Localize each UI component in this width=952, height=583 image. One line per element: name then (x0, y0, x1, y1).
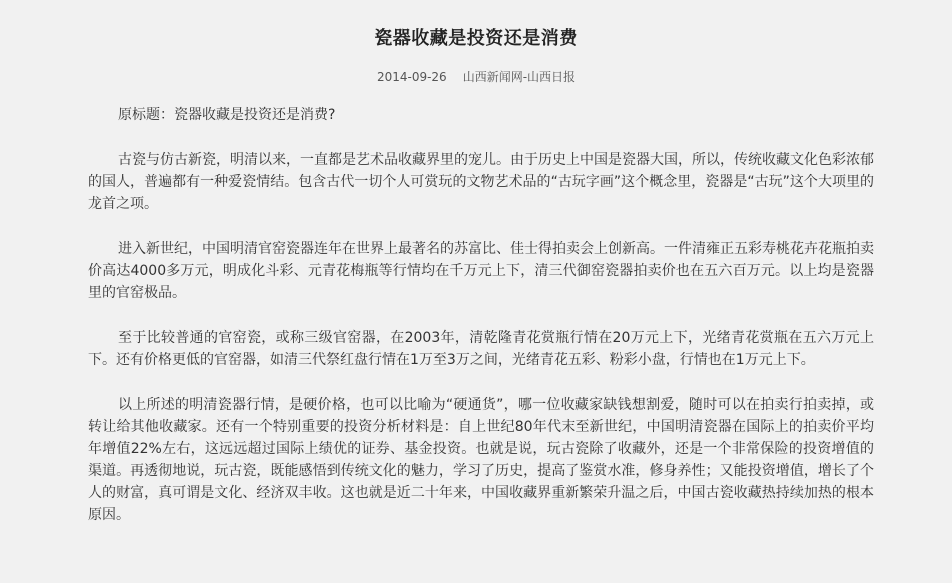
paragraph: 进入新世纪，中国明清官窑瓷器连年在世界上最著名的苏富比、佳士得拍卖会上创新高。一件清雍正五彩寿桃花卉花瓶拍卖价高达4000多万元，明成化斗彩、元青花梅瓶等行情均在千万元上下，清三代御窑瓷器拍卖价也在五六百万元。以上均是瓷器里的官窑极品。 (88, 241, 874, 301)
article-meta (0, 68, 952, 86)
article-title: 瓷器收藏是投资还是消费 (374, 28, 578, 49)
publish-date: 2014-09-26 (376, 70, 447, 84)
paragraph: 古瓷与仿古新瓷，明清以来，一直都是艺术品收藏界里的宠儿。由于历史上中国是瓷器大国，所以，传统收藏文化色彩浓郁的国人，普遍都有一种爱瓷情结。包含古代一切个人可赏玩的文物艺术品的“古玩字画”这个概念里，瓷器是“古玩”这个大项里的龙首之项。 (88, 152, 874, 212)
paragraph: 以上所述的明清瓷器行情，是硬价格，也可以比喻为“硬通货”，哪一位收藏家缺钱想割爱，随时可以在拍卖行拍卖掉，或转让给其他收藏家。还有一个特别重要的投资分析材料是：自上世纪80年代末至新世纪，中国明清瓷器在国际上的拍卖价平均年增值22%左右，这远远超过国际上绩优的证券、基金投资。也就是说，玩古瓷除了收藏外，还是一个非常保险的投资增值的渠道。再透彻地说，玩古瓷，既能感悟到传统文化的魅力，学习了历史，提高了鉴赏水准，修身养性；又能投资增值，增长了个人的财富，真可谓是文化、经济双丰收。这也就是近二十年来，中国收藏界重新繁荣升温之后，中国古瓷收藏热持续加热的根本原因。 (88, 397, 874, 523)
article-source: 山西新闻网-山西日报 (462, 70, 576, 84)
article-body (88, 104, 874, 549)
paragraph-original-title: 原标题：瓷器收藏是投资还是消费? (118, 107, 336, 123)
paragraph: 至于比较普通的官窑瓷，或称三级官窑器，在2003年，清乾隆青花赏瓶行情在20万元上下，光绪青花赏瓶在五六万元上下。还有价格更低的官窑器，如清三代祭红盘行情在1万至3万之间，光绪青花五彩、粉彩小盘，行情也在1万元上下。 (88, 330, 874, 368)
